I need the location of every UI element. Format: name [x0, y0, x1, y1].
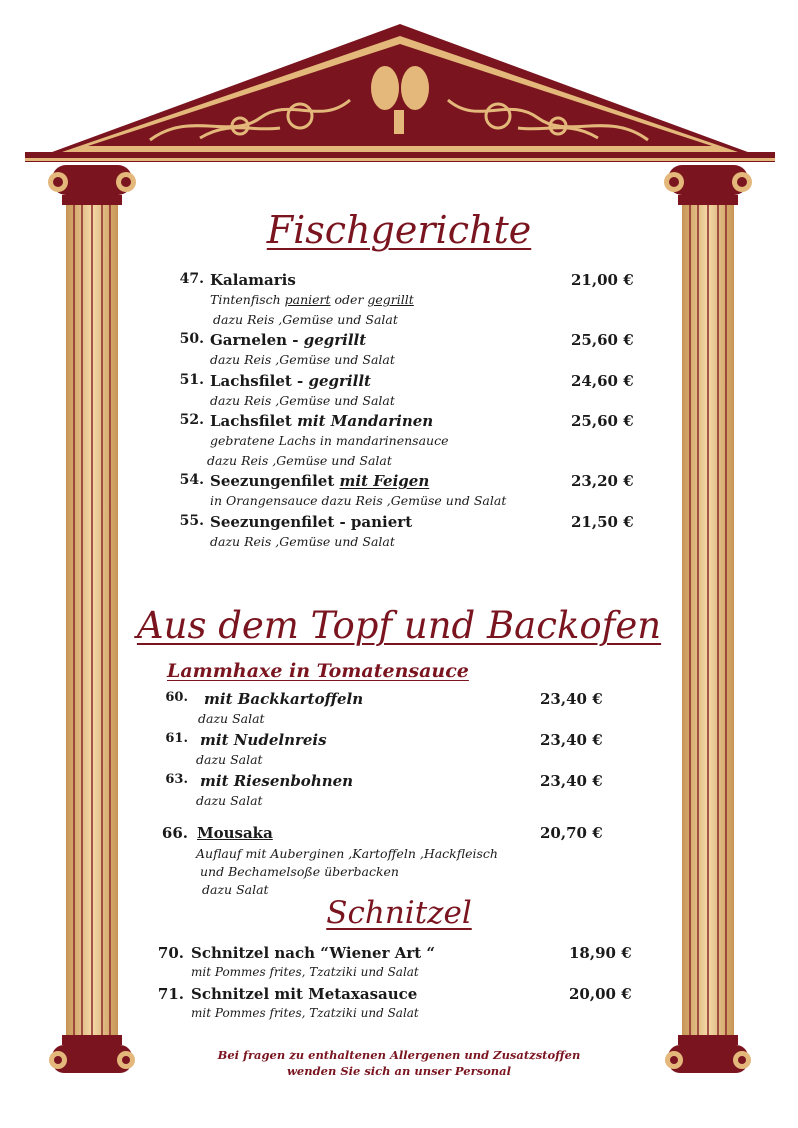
item-description: dazu Reis ,Gemüse und Salat	[210, 534, 395, 549]
item-description: dazu Reis ,Gemüse und Salat	[213, 312, 398, 327]
item-description: dazu Reis ,Gemüse und Salat	[210, 352, 395, 367]
item-number: 63.	[165, 772, 188, 787]
item-name: Seezungenfilet - paniert	[210, 513, 413, 531]
item-description: Tintenfisch paniert oder gegrillt	[210, 292, 414, 307]
item-name: Lachsfilet - gegrillt	[210, 372, 371, 390]
item-name: mit Nudelnreis	[200, 731, 327, 749]
item-price: 25,60 €	[571, 331, 634, 349]
item-description: dazu Salat	[196, 752, 263, 767]
item-description: und Bechamelsoße überbacken	[200, 864, 399, 879]
item-price: 23,40 €	[540, 690, 603, 708]
item-price: 23,40 €	[540, 731, 603, 749]
item-price: 21,50 €	[571, 513, 634, 531]
item-name: mit Backkartoffeln	[204, 690, 364, 708]
item-price: 23,20 €	[571, 472, 634, 490]
item-number: 51.	[179, 372, 204, 388]
item-number: 50.	[179, 331, 204, 347]
item-price: 18,90 €	[569, 944, 632, 962]
item-number: 61.	[165, 731, 188, 746]
item-name: Garnelen - gegrillt	[210, 331, 367, 349]
item-description: dazu Salat	[198, 711, 265, 726]
item-number: 66.	[161, 824, 188, 842]
item-description: dazu Reis ,Gemüse und Salat	[207, 453, 392, 468]
item-name: Schnitzel mit Metaxasauce	[191, 985, 418, 1003]
allergen-notice-line: Bei fragen zu enthaltenen Allergenen und Zusatzstoffen	[217, 1048, 581, 1062]
subsection-title-lammhaxe: Lammhaxe in Tomatensauce	[167, 660, 469, 682]
item-price: 20,00 €	[569, 985, 632, 1003]
item-name: Seezungenfilet mit Feigen	[210, 472, 430, 490]
item-description: in Orangensauce dazu Reis ,Gemüse und Salat	[210, 493, 507, 508]
item-description: dazu Salat	[202, 882, 269, 897]
item-description: gebratene Lachs in mandarinensauce	[210, 433, 449, 448]
item-description: Auflauf mit Auberginen ,Kartoffeln ,Hackfleisch	[196, 846, 498, 861]
item-number: 71.	[157, 985, 184, 1003]
item-name: Mousaka	[197, 824, 273, 842]
item-description: dazu Salat	[196, 793, 263, 808]
item-description: dazu Reis ,Gemüse und Salat	[210, 393, 395, 408]
item-number: 52.	[179, 412, 204, 428]
item-number: 70.	[157, 944, 184, 962]
item-price: 20,70 €	[540, 824, 603, 842]
item-number: 54.	[179, 472, 204, 488]
allergen-notice	[0, 1047, 798, 1079]
item-name: Lachsfilet mit Mandarinen	[210, 412, 434, 430]
section-title-fischgerichte: Fischgerichte	[266, 208, 532, 252]
item-description: mit Pommes frites, Tzatziki und Salat	[191, 965, 419, 979]
item-price: 25,60 €	[571, 412, 634, 430]
item-price: 21,00 €	[571, 271, 634, 289]
pediment-icon	[25, 24, 775, 162]
item-name: Kalamaris	[210, 271, 296, 289]
section-title-schnitzel: Schnitzel	[326, 895, 472, 931]
item-description: mit Pommes frites, Tzatziki und Salat	[191, 1006, 419, 1020]
allergen-notice-line: wenden Sie sich an unser Personal	[287, 1064, 511, 1078]
item-number: 55.	[179, 513, 204, 529]
item-price: 23,40 €	[540, 772, 603, 790]
item-price: 24,60 €	[571, 372, 634, 390]
item-number: 60.	[165, 690, 188, 705]
section-title-topf-backofen: Aus dem Topf und Backofen	[136, 604, 662, 647]
item-name: Schnitzel nach “Wiener Art “	[191, 944, 436, 962]
item-name: mit Riesenbohnen	[200, 772, 354, 790]
item-number: 47.	[179, 271, 204, 287]
